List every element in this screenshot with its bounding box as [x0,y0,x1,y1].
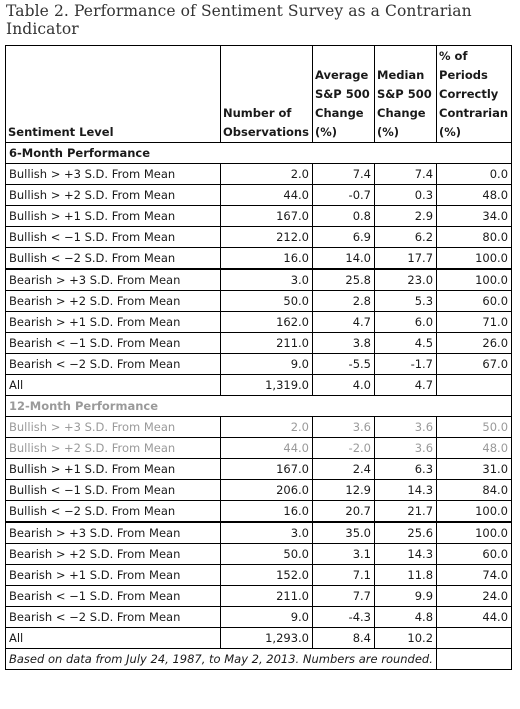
cell-observations: 1,319.0 [221,375,313,396]
sentiment-performance-table [5,45,512,670]
cell-level: Bearish > +1 S.D. From Mean [6,565,221,586]
cell-median: 6.2 [375,227,437,248]
table-row [6,565,512,586]
cell-percent: 100.0 [437,248,512,270]
cell-median: 25.6 [375,522,437,544]
cell-median: 4.5 [375,333,437,354]
cell-observations: 16.0 [221,501,313,523]
cell-observations: 211.0 [221,333,313,354]
cell-observations: 50.0 [221,291,313,312]
section-label: 6-Month Performance [6,143,512,164]
header-median-change: Median S&P 500 Change (%) [375,46,437,143]
cell-average: 35.0 [313,522,375,544]
cell-observations: 16.0 [221,248,313,270]
cell-level: Bullish < −1 S.D. From Mean [6,480,221,501]
table-row [6,291,512,312]
cell-median: 10.2 [375,628,437,649]
cell-level: Bearish < −1 S.D. From Mean [6,586,221,607]
table-row [6,586,512,607]
cell-percent: 67.0 [437,354,512,375]
cell-observations: 3.0 [221,269,313,291]
cell-median: -1.7 [375,354,437,375]
cell-observations: 162.0 [221,312,313,333]
cell-average: 7.4 [313,164,375,185]
cell-average: 2.4 [313,459,375,480]
cell-observations: 9.0 [221,354,313,375]
table-row [6,185,512,206]
cell-average: 20.7 [313,501,375,523]
cell-average: -4.3 [313,607,375,628]
table-row [6,607,512,628]
cell-average: -0.7 [313,185,375,206]
cell-average: 4.7 [313,312,375,333]
cell-level: All [6,375,221,396]
cell-level: All [6,628,221,649]
cell-observations: 212.0 [221,227,313,248]
cell-level: Bearish > +3 S.D. From Mean [6,269,221,291]
cell-median: 6.0 [375,312,437,333]
cell-average: 3.8 [313,333,375,354]
cell-percent: 34.0 [437,206,512,227]
cell-level: Bullish < −2 S.D. From Mean [6,501,221,523]
cell-average: 12.9 [313,480,375,501]
cell-average: 7.7 [313,586,375,607]
cell-average: 7.1 [313,565,375,586]
cell-median: 4.8 [375,607,437,628]
cell-percent: 24.0 [437,586,512,607]
cell-level: Bullish > +3 S.D. From Mean [6,164,221,185]
cell-level: Bullish < −2 S.D. From Mean [6,248,221,270]
header-sentiment-level: Sentiment Level [6,46,221,143]
table-row [6,206,512,227]
cell-percent: 48.0 [437,438,512,459]
cell-level: Bearish > +2 S.D. From Mean [6,544,221,565]
cell-observations: 167.0 [221,459,313,480]
header-average-change: Average S&P 500 Change (%) [313,46,375,143]
cell-observations: 167.0 [221,206,313,227]
footnote: Based on data from July 24, 1987, to May 2, 2013. Numbers are rounded. [6,649,437,670]
cell-percent: 80.0 [437,227,512,248]
cell-average: 0.8 [313,206,375,227]
table-row-total [6,375,512,396]
cell-average: 8.4 [313,628,375,649]
cell-level: Bearish < −2 S.D. From Mean [6,607,221,628]
table-row [6,269,512,291]
cell-level: Bearish < −1 S.D. From Mean [6,333,221,354]
table-row [6,459,512,480]
table-row [6,417,512,438]
table-row [6,227,512,248]
cell-percent: 60.0 [437,544,512,565]
cell-median: 17.7 [375,248,437,270]
table-row [6,312,512,333]
table-row [6,522,512,544]
footnote-empty-cell [437,649,512,670]
table-row [6,544,512,565]
cell-median: 3.6 [375,417,437,438]
table-row-total [6,628,512,649]
cell-percent: 74.0 [437,565,512,586]
cell-median: 6.3 [375,459,437,480]
cell-average: 3.1 [313,544,375,565]
cell-observations: 50.0 [221,544,313,565]
cell-median: 21.7 [375,501,437,523]
cell-level: Bearish > +1 S.D. From Mean [6,312,221,333]
table-row [6,248,512,270]
cell-percent: 100.0 [437,269,512,291]
table-row [6,501,512,523]
cell-median: 9.9 [375,586,437,607]
cell-average: 2.8 [313,291,375,312]
cell-observations: 9.0 [221,607,313,628]
table-row [6,354,512,375]
section-row [6,143,512,164]
cell-average: 4.0 [313,375,375,396]
cell-level: Bearish > +2 S.D. From Mean [6,291,221,312]
cell-percent: 0.0 [437,164,512,185]
header-percent-correct: % of Periods Correctly Contrarian (%) [437,46,512,143]
cell-observations: 2.0 [221,417,313,438]
cell-level: Bullish > +1 S.D. From Mean [6,459,221,480]
table-title: Table 2. Performance of Sentiment Survey as a Contrarian Indicator [6,2,472,38]
cell-average: 14.0 [313,248,375,270]
cell-level: Bearish > +3 S.D. From Mean [6,522,221,544]
table-row [6,164,512,185]
cell-observations: 152.0 [221,565,313,586]
cell-percent: 31.0 [437,459,512,480]
table-row [6,480,512,501]
cell-median: 11.8 [375,565,437,586]
cell-median: 23.0 [375,269,437,291]
section-row [6,396,512,417]
header-number-of-observations: Number of Observations [221,46,313,143]
section-label: 12-Month Performance [6,396,512,417]
cell-average: 25.8 [313,269,375,291]
cell-percent: 71.0 [437,312,512,333]
cell-level: Bullish > +2 S.D. From Mean [6,185,221,206]
cell-percent: 50.0 [437,417,512,438]
cell-average: -5.5 [313,354,375,375]
cell-level: Bearish < −2 S.D. From Mean [6,354,221,375]
cell-level: Bullish < −1 S.D. From Mean [6,227,221,248]
cell-percent: 100.0 [437,501,512,523]
cell-level: Bullish > +3 S.D. From Mean [6,417,221,438]
cell-percent: 100.0 [437,522,512,544]
cell-percent: 60.0 [437,291,512,312]
cell-median: 5.3 [375,291,437,312]
cell-average: 3.6 [313,417,375,438]
cell-median: 4.7 [375,375,437,396]
header-row [6,46,512,143]
cell-level: Bullish > +1 S.D. From Mean [6,206,221,227]
cell-observations: 211.0 [221,586,313,607]
cell-percent: 48.0 [437,185,512,206]
note-row [6,649,512,670]
cell-percent [437,375,512,396]
cell-median: 2.9 [375,206,437,227]
cell-average: 6.9 [313,227,375,248]
cell-observations: 44.0 [221,185,313,206]
cell-median: 14.3 [375,480,437,501]
cell-observations: 44.0 [221,438,313,459]
cell-median: 14.3 [375,544,437,565]
cell-observations: 3.0 [221,522,313,544]
cell-percent: 44.0 [437,607,512,628]
cell-level: Bullish > +2 S.D. From Mean [6,438,221,459]
table-row [6,438,512,459]
cell-average: -2.0 [313,438,375,459]
cell-observations: 1,293.0 [221,628,313,649]
cell-percent: 26.0 [437,333,512,354]
cell-percent: 84.0 [437,480,512,501]
cell-observations: 2.0 [221,164,313,185]
cell-median: 0.3 [375,185,437,206]
cell-percent [437,628,512,649]
cell-observations: 206.0 [221,480,313,501]
cell-median: 3.6 [375,438,437,459]
table-row [6,333,512,354]
cell-median: 7.4 [375,164,437,185]
